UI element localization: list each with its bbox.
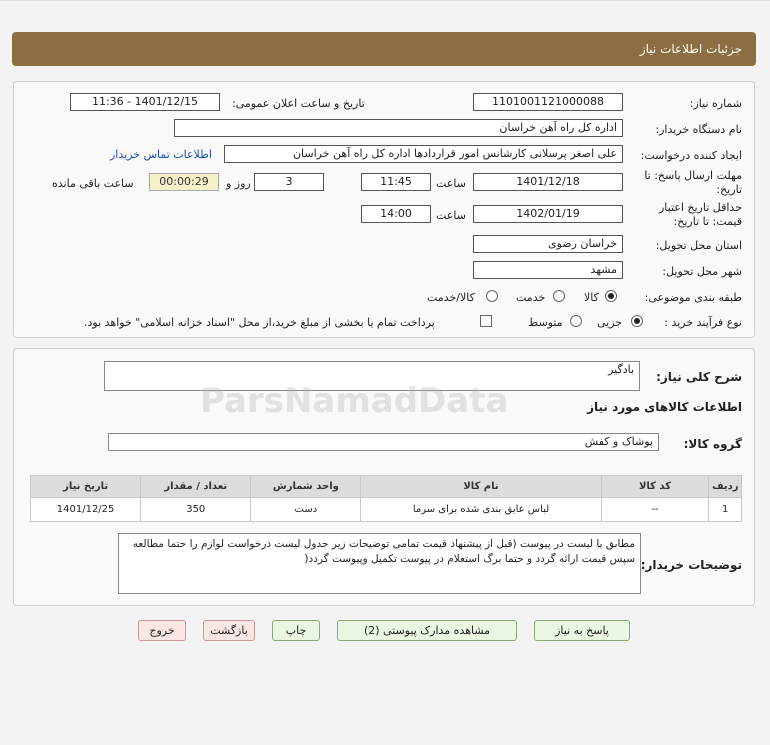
- remaining-label: ساعت باقی مانده: [52, 177, 134, 190]
- validity-label: حداقل تاریخ اعتبار: [658, 201, 742, 214]
- province-field: خراسان رضوی: [473, 235, 623, 253]
- process-label: نوع فرآیند خرید :: [664, 316, 742, 329]
- process-option-medium: متوسط: [528, 316, 563, 329]
- print-button[interactable]: چاپ: [272, 620, 320, 641]
- process-radio-medium[interactable]: [570, 315, 582, 327]
- announce-field: 1401/12/15 - 11:36: [70, 93, 220, 111]
- cell-code: --: [601, 498, 709, 522]
- reply-time-label: ساعت: [436, 177, 466, 190]
- buyer-notes-label: توضیحات خریدار:: [640, 558, 742, 572]
- exit-button[interactable]: خروج: [138, 620, 186, 641]
- reply-deadline-label: مهلت ارسال پاسخ: تا: [644, 169, 742, 182]
- goods-table: [30, 475, 742, 522]
- back-button[interactable]: بازگشت: [203, 620, 255, 641]
- buyer-contact-link[interactable]: اطلاعات تماس خریدار: [110, 148, 212, 161]
- province-label: استان محل تحویل:: [655, 239, 742, 252]
- goods-table-header-row: [31, 476, 742, 498]
- process-option-minor: جزیی: [597, 316, 623, 329]
- announce-label: تاریخ و ساعت اعلان عمومی:: [232, 97, 365, 110]
- process-radio-minor[interactable]: [631, 315, 643, 327]
- col-header-row: ردیف: [709, 476, 742, 498]
- requester-label: ایجاد کننده درخواست:: [640, 149, 742, 162]
- category-radio-service[interactable]: [553, 290, 565, 302]
- buyer-org-field: اداره کل راه آهن خراسان: [174, 119, 623, 137]
- cell-row: 1: [709, 498, 742, 522]
- validity-time-field: 14:00: [361, 205, 431, 223]
- days-label: روز و: [226, 177, 251, 190]
- cell-date: 1401/12/25: [31, 498, 141, 522]
- category-option-goods-service: کالا/خدمت: [427, 291, 475, 304]
- reply-time-field: 11:45: [361, 173, 431, 191]
- buyer-notes-field: مطابق با لیست در پیوست (قبل از پیشنهاد قیمت تمامی توضیحات زیر جدول لیست درخواست لوازم را حتما مطالعه سپس قیمت ارائه گردد و حتما برگ استعلام در پیوست تکمیل وپیوست گردد(: [118, 533, 641, 594]
- table-row: [31, 498, 742, 522]
- goods-info-title: اطلاعات کالاهای مورد نیاز: [587, 400, 742, 414]
- reply-deadline-label-2: تاریخ:: [716, 183, 742, 196]
- summary-label: شرح کلی نیاز:: [656, 370, 742, 384]
- validity-label-2: قیمت: تا تاریخ:: [673, 215, 742, 228]
- need-number-label: شماره نیاز:: [689, 97, 742, 110]
- col-header-date: تاریخ نیاز: [31, 476, 141, 498]
- goods-group-field: پوشاک و کفش: [108, 433, 659, 451]
- cell-qty: 350: [141, 498, 251, 522]
- category-option-goods: کالا: [584, 291, 599, 304]
- attachments-button[interactable]: مشاهده مدارک پیوستی (2): [337, 620, 517, 641]
- page-title: جزئیات اطلاعات نیاز: [12, 32, 756, 66]
- city-label: شهر محل تحویل:: [662, 265, 742, 278]
- category-radio-goods-service[interactable]: [486, 290, 498, 302]
- city-field: مشهد: [473, 261, 623, 279]
- cell-name: لباس عایق بندی شده برای سرما: [361, 498, 601, 522]
- days-field: 3: [254, 173, 324, 191]
- cell-unit: دست: [251, 498, 361, 522]
- goods-group-label: گروه کالا:: [683, 437, 742, 451]
- validity-time-label: ساعت: [436, 209, 466, 222]
- watermark-text: ParsNamadData: [200, 381, 509, 421]
- col-header-code: کد کالا: [601, 476, 709, 498]
- validity-date-field: 1402/01/19: [473, 205, 623, 223]
- treasury-payment-checkbox[interactable]: [480, 315, 492, 327]
- col-header-unit: واحد شمارش: [251, 476, 361, 498]
- category-radio-goods[interactable]: [605, 290, 617, 302]
- category-label: طبقه بندی موضوعی:: [644, 291, 742, 304]
- reply-date-field: 1401/12/18: [473, 173, 623, 191]
- remaining-timer: 00:00:29: [149, 173, 219, 191]
- requester-field: علی اصغر پرسلانی کارشانس امور قراردادها اداره کل راه آهن خراسان: [224, 145, 623, 163]
- buyer-org-label: نام دستگاه خریدار:: [655, 123, 742, 136]
- treasury-payment-note: پرداخت تمام یا بخشی از مبلغ خرید،از محل "اسناد خزانه اسلامی" خواهد بود.: [84, 316, 435, 329]
- reply-button[interactable]: پاسخ به نیاز: [534, 620, 630, 641]
- col-header-qty: تعداد / مقدار: [141, 476, 251, 498]
- col-header-name: نام کالا: [361, 476, 601, 498]
- category-option-service: خدمت: [516, 291, 546, 304]
- summary-field: بادگیر: [104, 361, 640, 391]
- need-number-field: 1101001121000088: [473, 93, 623, 111]
